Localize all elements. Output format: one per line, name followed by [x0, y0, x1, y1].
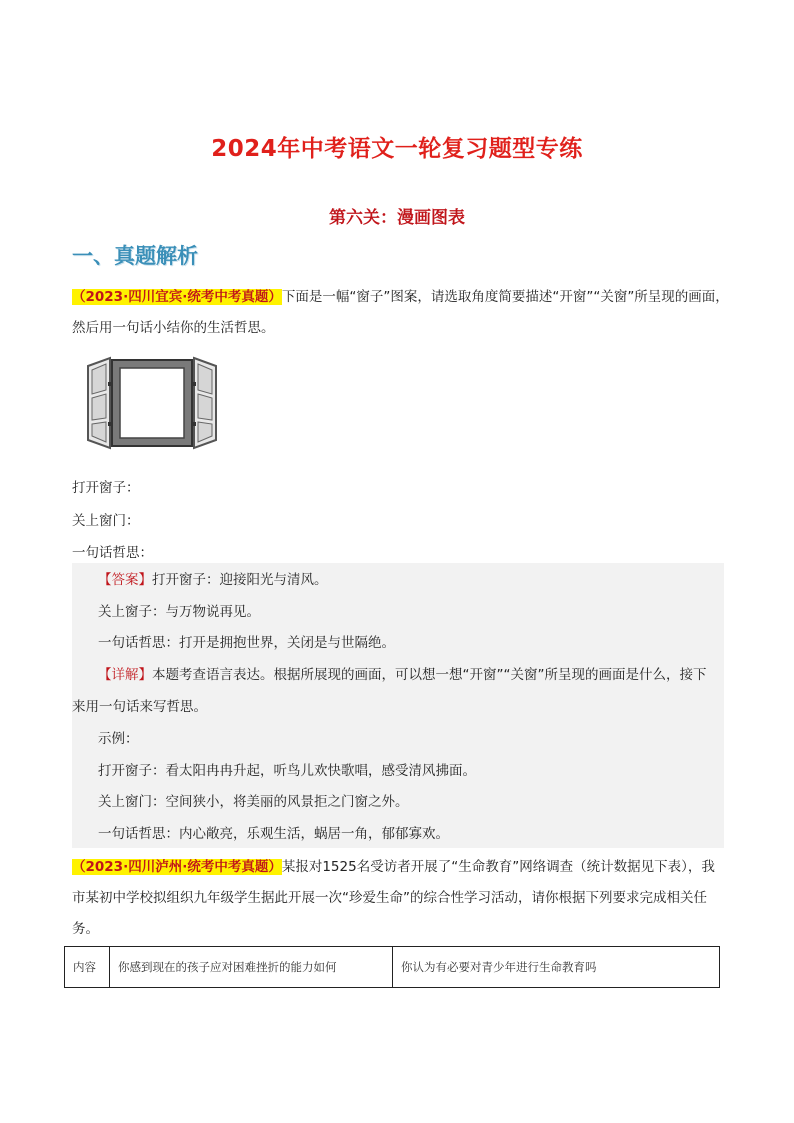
question-2-text-line2: 市某初中学校拟组织九年级学生据此开展一次“珍爱生命”的综合性学习活动，请你根据下列要求完成相关任: [72, 890, 707, 906]
answer-open-text: 打开窗子：迎接阳光与清风。: [152, 572, 328, 588]
question-1-source-tag: （2023·四川宜宾·统考中考真题）: [72, 289, 282, 305]
example-thought-line: 一句话哲思：内心敞亮，乐观生活，蜗居一角，郁郁寡欢。: [98, 826, 449, 842]
example-open-line: 打开窗子：看太阳冉冉升起，听鸟儿欢快歌唱，感受清风拂面。: [98, 763, 476, 779]
blank-one-sentence: 一句话哲思：: [72, 545, 153, 561]
question-1-text-line1: 下面是一幅“窗子”图案，请选取角度简要描述“开窗”“关窗”所呈现的画面，: [281, 289, 729, 305]
detail-text-1: 本题考查语言表达。根据所展现的画面，可以想一想“开窗”“关窗”所呈现的画面是什么，接下: [152, 667, 707, 683]
table-header-row: [65, 947, 720, 988]
answer-thought-line: 一句话哲思：打开是拥抱世界，关闭是与世隔绝。: [98, 635, 395, 651]
question-2: [72, 852, 732, 945]
table-header-cell: 你感到现在的孩子应对困难挫折的能力如何: [110, 947, 393, 988]
question-2-source-tag: （2023·四川泸州·统考中考真题）: [72, 859, 282, 875]
detail-label: 【详解】: [98, 667, 152, 683]
table-header-cell: 你认为有必要对青少年进行生命教育吗: [393, 947, 720, 988]
blank-open-window: 打开窗子：: [72, 480, 140, 496]
answer-label: 【答案】: [98, 572, 152, 588]
blank-close-window: 关上窗门：: [72, 513, 140, 529]
detail-line-1: [72, 660, 722, 691]
question-2-text-line1: 某报对1525名受访者开展了“生命教育”网络调查（统计数据见下表），我: [281, 859, 715, 875]
example-label: 示例：: [98, 731, 139, 747]
open-window-illustration: [86, 352, 218, 454]
page-subtitle: 第六关：漫画图表: [329, 208, 465, 228]
page-title: 2024年中考语文一轮复习题型专练: [211, 136, 583, 162]
answer-close-line: 关上窗子：与万物说再见。: [98, 604, 260, 620]
section-heading: 一、真题解析: [72, 244, 198, 268]
answer-open-line: [72, 565, 722, 596]
question-1: [72, 282, 732, 344]
survey-table: [64, 946, 720, 988]
detail-line-2: 来用一句话来写哲思。: [72, 699, 207, 715]
example-close-line: 关上窗门：空间狭小，将美丽的风景拒之门窗之外。: [98, 794, 409, 810]
question-2-text-line3: 务。: [72, 921, 99, 937]
question-1-text-line2: 然后用一句话小结你的生活哲思。: [72, 320, 275, 336]
table-header-cell: 内容: [65, 947, 110, 988]
